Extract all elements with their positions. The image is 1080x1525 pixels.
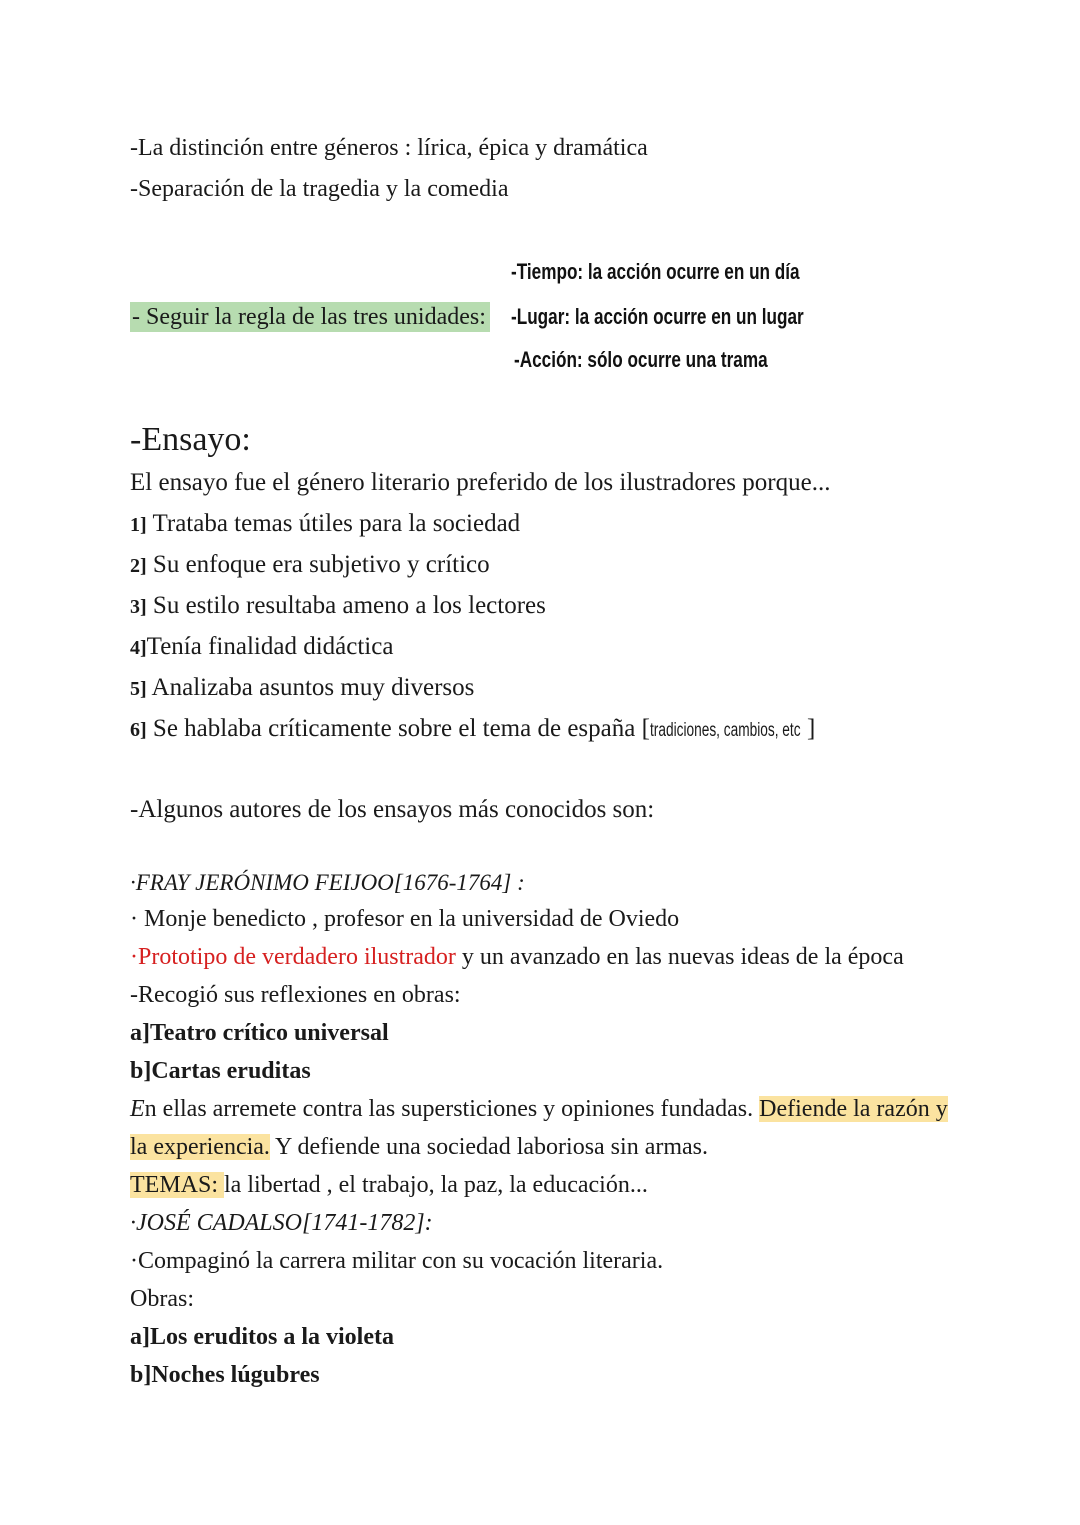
essay-reason-6 [130,714,815,744]
unity-action: -Acción: sólo ocurre una trama [514,347,768,372]
reason-close-bracket: ] [807,715,816,742]
reason-number: 3] [130,596,147,618]
feijoo-work-a: a]Teatro crítico universal [130,1020,389,1046]
reason-text: Se hablaba críticamente sobre el tema de españa [ [146,715,650,742]
reason-number: 2] [130,555,147,577]
essay-intro: El ensayo fue el género literario preferido de los ilustradores porque... [130,469,831,496]
highlight-reason: Defiende la razón y [759,1096,948,1122]
cadalso-name: ·JOSÉ CADALSO[1741-1782]: [130,1210,433,1236]
feijoo-prototype-rest: y un avanzado en las nuevas ideas de la época [455,944,904,970]
paragraph-end: Y defiende una sociedad laboriosa sin armas. [269,1134,708,1160]
authors-intro: -Algunos autores de los ensayos más conocidos son: [130,796,655,823]
reason-text: Tenía finalidad didáctica [146,633,394,660]
reason-number: 4] [130,637,147,659]
feijoo-line-prototype [130,943,904,972]
essay-reason-5 [130,673,474,703]
feijoo-name: ·FRAY JERÓNIMO FEIJOO[1676-1764] : [130,870,525,895]
unities-rule-line [130,303,490,332]
feijoo-line-reflections: -Recogió sus reflexiones en obras: [130,982,461,1008]
essay-reason-4 [130,632,393,662]
reason-text: Su enfoque era subjetivo y crítico [146,551,490,578]
reason-text: Analizaba asuntos muy diversos [146,674,475,701]
cadalso-work-b: b]Noches lúgubres [130,1362,320,1388]
paragraph-start: n ellas arremete contra las supersticiones y opiniones fundadas. [144,1096,760,1122]
cadalso-works-label: Obras: [130,1286,194,1312]
unities-rule-label: - Seguir la regla de las tres unidades: [130,302,490,332]
essay-heading: -Ensayo: [130,421,251,458]
intro-line-separation: -Separación de la tragedia y la comedia [130,176,509,202]
cadalso-work-a: a]Los eruditos a la violeta [130,1324,394,1350]
feijoo-paragraph-line-1 [130,1095,948,1124]
feijoo-themes [130,1171,648,1200]
paragraph-initial: E [130,1096,145,1122]
bullet-dot: · [130,944,138,970]
reason-text: Trataba temas útiles para la sociedad [146,510,521,537]
reason-note: tradiciones, cambios, etc [649,720,801,741]
feijoo-work-b: b]Cartas eruditas [130,1058,311,1084]
unity-time: -Tiempo: la acción ocurre en un día [511,259,800,284]
highlight-experience: la experiencia. [130,1134,270,1160]
intro-line-genres: -La distinción entre géneros : lírica, épica y dramática [130,135,648,161]
themes-label: TEMAS: [130,1172,225,1198]
feijoo-prototype-red: Prototipo de verdadero ilustrador [138,944,456,970]
reason-number: 5] [130,678,147,700]
essay-reason-2 [130,550,490,580]
essay-reason-3 [130,591,546,621]
reason-number: 1] [130,514,147,536]
feijoo-paragraph-line-2 [130,1133,708,1162]
reason-number: 6] [130,719,147,741]
cadalso-line-career: ·Compaginó la carrera militar con su vocación literaria. [130,1248,664,1274]
feijoo-line-monk: · Monje benedicto , profesor en la universidad de Oviedo [130,906,680,932]
unity-place: -Lugar: la acción ocurre en un lugar [511,304,804,329]
reason-text: Su estilo resultaba ameno a los lectores [146,592,546,619]
themes-text: la libertad , el trabajo, la paz, la educación... [224,1172,648,1198]
essay-reason-1 [130,509,520,539]
